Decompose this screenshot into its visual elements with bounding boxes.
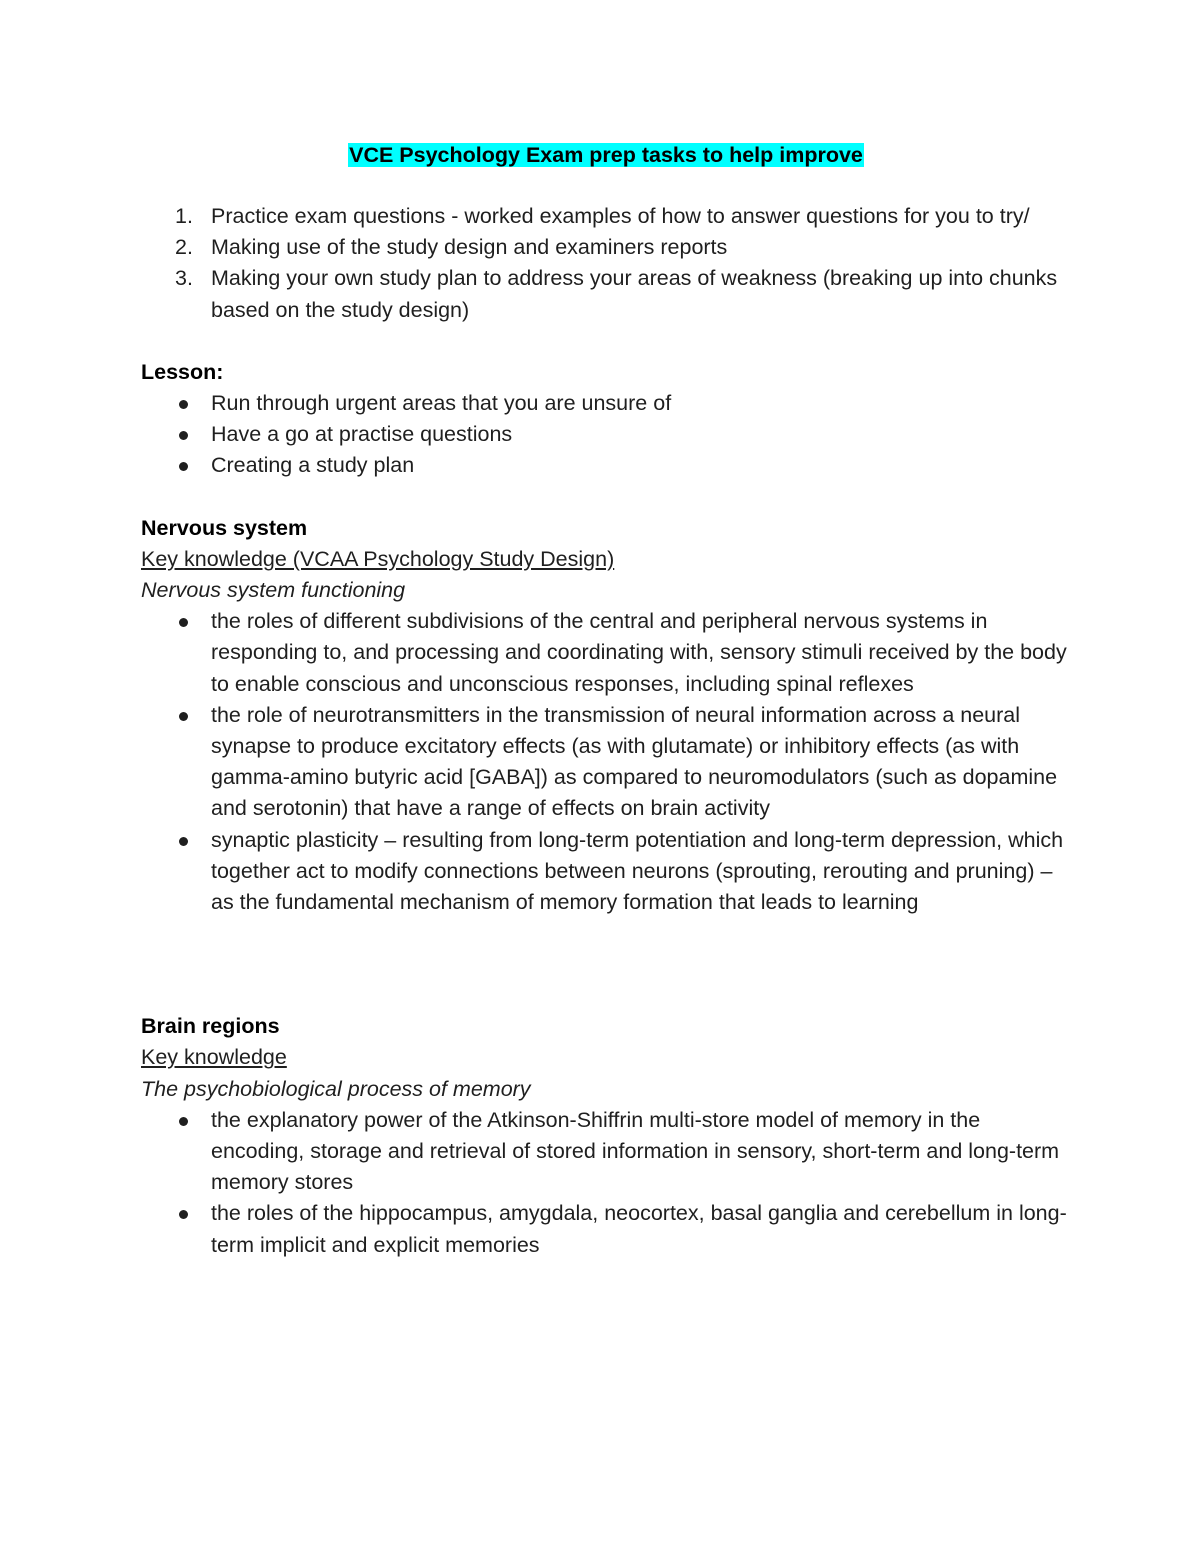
task-item (175, 201, 1071, 232)
brain-regions-list (141, 1105, 1071, 1261)
list-item-text: the roles of different subdivisions of the central and peripheral nervous systems in responding to, and processing and coordinating with, sensory stimuli received by the body to enable conscious and unconscious responses, including spinal reflexes (211, 609, 1067, 696)
list-item-text: the role of neurotransmitters in the transmission of neural information across a neural synapse to produce excitatory effects (as with glutamate) or inhibitory effects (as with gamma-amino butyric acid [GABA]) as compared to neuromodulators (such as dopamine and serotonin) that have a range of effects on brain activity (211, 702, 1058, 821)
list-item (211, 388, 1071, 419)
list-item-text: synaptic plasticity – resulting from long-term potentiation and long-term depression, which together act to modify connections between neurons (sprouting, rerouting and pruning) – as the fundamental mechanism of memory formation that leads to learning (211, 827, 1064, 915)
task-number: 1. (175, 204, 193, 228)
spacer (141, 918, 1071, 1011)
task-number: 3. (175, 266, 193, 291)
key-knowledge-label: Key knowledge (141, 1045, 287, 1070)
task-item (175, 263, 1071, 325)
bullet-icon (179, 837, 188, 846)
list-item-text: Creating a study plan (211, 453, 415, 478)
list-item (211, 450, 1071, 481)
bullet-icon (179, 1117, 188, 1126)
task-item (175, 232, 1071, 263)
list-item (211, 419, 1071, 450)
list-item (211, 825, 1071, 919)
list-item-text: the explanatory power of the Atkinson-Shiffrin multi-store model of memory in the encoding, storage and retrieval of stored information in sensory, short-term and long-term memory stores (211, 1107, 1060, 1195)
subtopic-label: Nervous system functioning (141, 578, 406, 603)
spacer (141, 482, 1071, 513)
title-row (141, 140, 1071, 171)
page-title: VCE Psychology Exam prep tasks to help improve (349, 143, 863, 167)
subtopic-label: The psychobiological process of memory (141, 1076, 531, 1101)
bullet-icon (179, 1210, 188, 1219)
brain-regions-heading: Brain regions (141, 1014, 280, 1039)
task-text: Making your own study plan to address your areas of weakness (breaking up into chunks based on the study design) (211, 266, 1058, 322)
task-number: 2. (175, 235, 193, 260)
list-item-text: Have a go at practise questions (211, 422, 513, 447)
nervous-system-list (141, 606, 1071, 918)
spacer (141, 326, 1071, 357)
list-item (211, 1198, 1071, 1260)
bullet-icon (179, 618, 188, 627)
task-list (141, 201, 1071, 326)
list-item (211, 606, 1071, 700)
document-body (141, 140, 1071, 1261)
bullet-icon (179, 712, 188, 721)
key-knowledge-label: Key knowledge (VCAA Psychology Study Design) (141, 546, 615, 571)
bullet-icon (179, 400, 188, 409)
lesson-list (141, 388, 1071, 482)
nervous-system-heading: Nervous system (141, 515, 308, 540)
list-item-text: the roles of the hippocampus, amygdala, neocortex, basal ganglia and cerebellum in long-term implicit and explicit memories (211, 1201, 1067, 1257)
task-text: Practice exam questions - worked examples of how to answer questions for you to try/ (211, 204, 1030, 228)
bullet-icon (179, 431, 188, 440)
task-text: Making use of the study design and examiners reports (211, 235, 728, 260)
lesson-heading: Lesson: (141, 359, 224, 384)
list-item (211, 1105, 1071, 1199)
list-item-text: Run through urgent areas that you are unsure of (211, 391, 672, 416)
bullet-icon (179, 462, 188, 471)
list-item (211, 700, 1071, 825)
